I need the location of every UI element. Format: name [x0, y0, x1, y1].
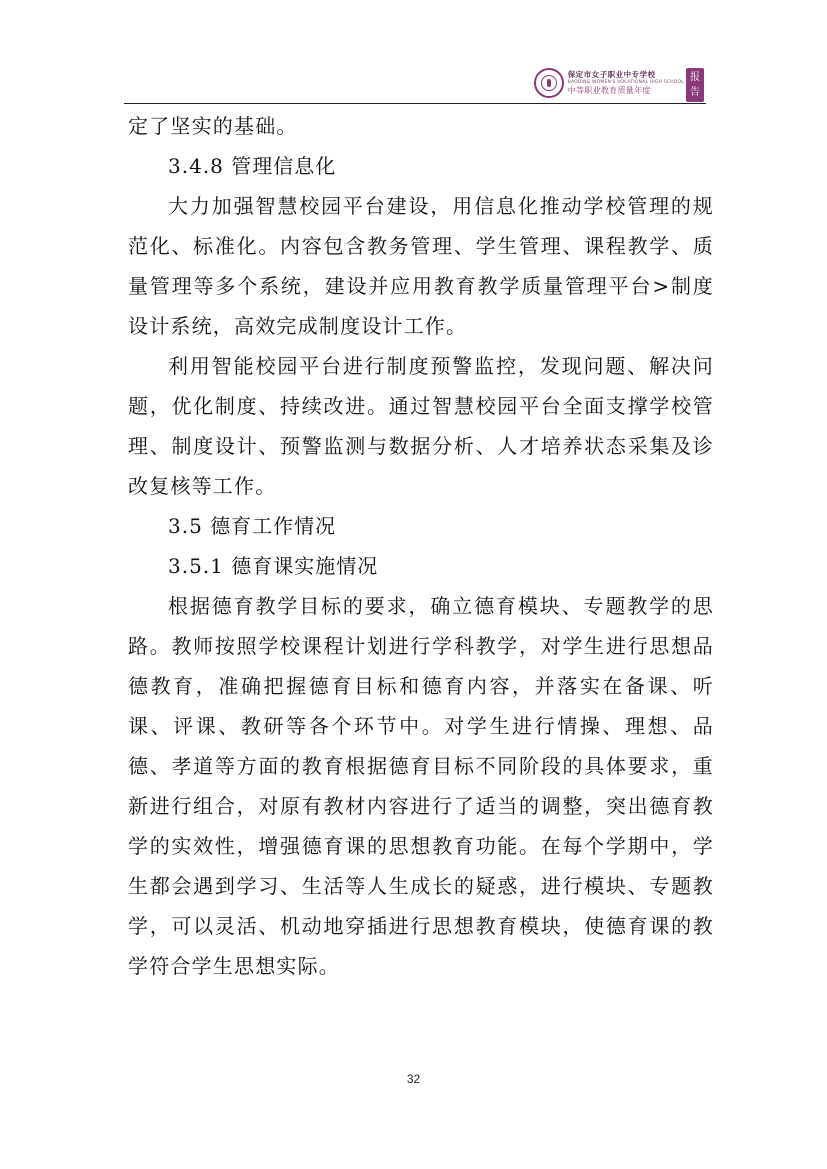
logo-school-name-en: BAODING WOMEN'S VOCATIONAL HIGH SCHOOL [567, 79, 684, 85]
paragraph-moral-education: 根据德育教学目标的要求，确立德育模块、专题教学的思路。教师按照学校课程计划进行学科教学，对学生进行思想品德教育，准确把握德育目标和德育内容，并落实在备课、听课、评课、教研等各个环节中。对学生进行情操、理想、品德、孝道等方面的教育根据德育目标不同阶段的具体要求，重新进行组合，对原有教材内容进行了适当的调整，突出德育教学的实效性，增强德育课的思想教育功能。在每个学期中，学生都会遇到学习、生活等人生成长的疑惑，进行模块、专题教学，可以灵活、机动地穿插进行思想教育模块，使德育课的教学符合学生思想实际。 [128, 594, 714, 978]
paragraph-warning-monitor: 利用智能校园平台进行制度预警监控，发现问题、解决问题，优化制度、持续改进。通过智慧校园平台全面支撑学校管理、制度设计、预警监测与数据分析、人才培养状态采集及诊改复核等工作。 [128, 354, 714, 498]
page-header [124, 62, 706, 104]
section-heading-3-4-8: 3.4.8 管理信息化 [168, 154, 337, 178]
paragraph-continuation: 定了坚实的基础。 [128, 114, 298, 138]
school-seal-icon [534, 68, 564, 98]
logo-school-name: 保定市女子职业中专学校 [567, 70, 656, 79]
paragraph-smart-campus: 大力加强智慧校园平台建设，用信息化推动学校管理的规范化、标准化。内容包含教务管理、学生管理、课程教学、质量管理等多个系统，建设并应用教育教学质量管理平台>制度设计系统，高效完成制度设计工作。 [128, 194, 714, 338]
logo-text [568, 71, 684, 95]
report-badge: 报告 [686, 68, 704, 102]
header-divider [124, 103, 706, 104]
section-heading-3-5-1: 3.5.1 德育课实施情况 [168, 554, 379, 578]
page-number: 32 [406, 1072, 421, 1086]
logo-report-title: 中等职业教育质量年度 [567, 86, 651, 95]
school-logo [534, 66, 700, 100]
document-body [128, 106, 714, 986]
section-heading-3-5: 3.5 德育工作情况 [168, 514, 337, 538]
